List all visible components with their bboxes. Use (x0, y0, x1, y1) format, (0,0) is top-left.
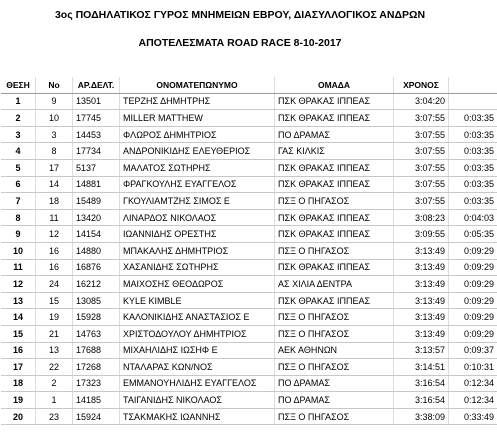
col-header-time: ΧΡΟΝΟΣ (394, 77, 449, 93)
table-row (1, 392, 497, 409)
cell-time: 3:13:49 (394, 325, 449, 342)
cell-number: 11 (36, 209, 73, 226)
cell-name: ΧΡΙΣΤΟΔΟΥΛΟΥ ΔΗΜΗΤΡΙΟΣ (120, 325, 275, 342)
cell-number: 23 (36, 408, 73, 425)
cell-name: ΜΑΛΑΤΟΣ ΣΩΤΗΡΗΣ (120, 159, 275, 176)
cell-gap: 0:09:29 (449, 242, 497, 259)
cell-number: 16 (36, 259, 73, 276)
cell-gap: 0:33:49 (449, 408, 497, 425)
cell-gap: 0:03:35 (449, 176, 497, 193)
cell-number: 18 (36, 193, 73, 210)
table-row (1, 309, 497, 326)
cell-team: ΠΟ ΔΡΑΜΑΣ (275, 392, 394, 409)
col-header-gap (449, 77, 497, 93)
cell-team: ΠΣΚ ΘΡΑΚΑΣ ΙΠΠΕΑΣ (275, 110, 394, 127)
cell-team: ΠΣΞ Ο ΠΗΓΑΣΟΣ (275, 359, 394, 376)
cell-gap: 0:09:29 (449, 309, 497, 326)
cell-gap: 0:03:35 (449, 110, 497, 127)
table-row (1, 259, 497, 276)
cell-time: 3:08:23 (394, 209, 449, 226)
cell-number: 13 (36, 342, 73, 359)
cell-time: 3:13:49 (394, 309, 449, 326)
cell-name: ΛΙΝΑΡΔΟΣ ΝΙΚΟΛΑΟΣ (120, 209, 275, 226)
cell-gap: 0:03:35 (449, 126, 497, 143)
cell-number: 15 (36, 292, 73, 309)
cell-name: ΜΠΑΚΑΛΗΣ ΔΗΜΗΤΡΙΟΣ (120, 242, 275, 259)
cell-license: 17745 (73, 110, 120, 127)
cell-team: ΠΣΚ ΘΡΑΚΑΣ ΙΠΠΕΑΣ (275, 93, 394, 110)
cell-license: 13085 (73, 292, 120, 309)
cell-number: 8 (36, 143, 73, 160)
cell-name: ΦΛΩΡΟΣ ΔΗΜΗΤΡΙΟΣ (120, 126, 275, 143)
cell-name: ΚΑΛΟΝΙΚΙΔΗΣ ΑΝΑΣΤΑΣΙΟΣ Ε (120, 309, 275, 326)
cell-number: 2 (36, 375, 73, 392)
cell-gap: 0:09:29 (449, 325, 497, 342)
cell-team: ΠΣΞ Ο ΠΗΓΑΣΟΣ (275, 242, 394, 259)
table-row (1, 93, 497, 110)
cell-gap: 0:04:03 (449, 209, 497, 226)
cell-license: 15489 (73, 193, 120, 210)
cell-time: 3:13:49 (394, 259, 449, 276)
cell-name: ΜΑΙΧΟΣΗΣ ΘΕΟΔΩΡΟΣ (120, 276, 275, 293)
cell-number: 3 (36, 126, 73, 143)
results-body (1, 93, 497, 425)
cell-name: ΑΝΔΡΟΝΙΚΙΔΗΣ ΕΛΕΥΘΕΡΙΟΣ (120, 143, 275, 160)
cell-gap: 0:09:29 (449, 276, 497, 293)
cell-time: 3:13:57 (394, 342, 449, 359)
cell-time: 3:09:55 (394, 226, 449, 243)
cell-team: ΠΟ ΔΡΑΜΑΣ (275, 126, 394, 143)
cell-gap: 0:03:35 (449, 159, 497, 176)
table-row (1, 342, 497, 359)
cell-time: 3:13:49 (394, 242, 449, 259)
cell-license: 14880 (73, 242, 120, 259)
cell-team: ΠΣΚ ΘΡΑΚΑΣ ΙΠΠΕΑΣ (275, 259, 394, 276)
col-header-number: No (36, 77, 73, 93)
cell-license: 5137 (73, 159, 120, 176)
table-row (1, 408, 497, 425)
cell-license: 17323 (73, 375, 120, 392)
cell-position: 4 (1, 143, 36, 160)
cell-position: 19 (1, 392, 36, 409)
document-subtitle: ΑΠΟΤΕΛΕΣΜΑΤΑ ROAD RACE 8-10-2017 (138, 37, 342, 49)
cell-license: 17688 (73, 342, 120, 359)
cell-time: 3:13:49 (394, 292, 449, 309)
cell-time: 3:07:55 (394, 176, 449, 193)
cell-time: 3:04:20 (394, 93, 449, 110)
table-row (1, 226, 497, 243)
cell-license: 14453 (73, 126, 120, 143)
cell-name: ΕΜΜΑΝΟΥΗΛΙΔΗΣ ΕΥΑΓΓΕΛΟΣ (120, 375, 275, 392)
cell-position: 2 (1, 110, 36, 127)
table-row (1, 325, 497, 342)
cell-number: 19 (36, 309, 73, 326)
cell-number: 24 (36, 276, 73, 293)
cell-team: ΠΣΚ ΘΡΑΚΑΣ ΙΠΠΕΑΣ (275, 226, 394, 243)
cell-position: 13 (1, 292, 36, 309)
cell-gap: 0:09:29 (449, 292, 497, 309)
cell-number: 9 (36, 93, 73, 110)
cell-number: 16 (36, 242, 73, 259)
cell-license: 13501 (73, 93, 120, 110)
cell-position: 6 (1, 176, 36, 193)
results-table (1, 77, 497, 425)
cell-time: 3:07:55 (394, 110, 449, 127)
cell-name: ΝΤΑΛΑΡΑΣ ΚΩΝ/ΝΟΣ (120, 359, 275, 376)
col-header-name: ΟΝΟΜΑΤΕΠΩΝΥΜΟ (120, 77, 275, 93)
cell-position: 10 (1, 242, 36, 259)
cell-time: 3:38:09 (394, 408, 449, 425)
cell-gap (449, 93, 497, 110)
cell-position: 12 (1, 276, 36, 293)
cell-name: ΓΚΟΥΛΙΑΜΤΖΗΣ ΣΙΜΟΣ Ε (120, 193, 275, 210)
cell-name: ΤΕΡΖΗΣ ΔΗΜΗΤΡΗΣ (120, 93, 275, 110)
cell-team: ΑΕΚ ΑΘΗΝΩΝ (275, 342, 394, 359)
cell-name: ΧΑΣΑΝΙΔΗΣ ΣΩΤΗΡΗΣ (120, 259, 275, 276)
cell-team: ΠΣΞ Ο ΠΗΓΑΣΟΣ (275, 309, 394, 326)
cell-time: 3:07:55 (394, 193, 449, 210)
cell-position: 20 (1, 408, 36, 425)
cell-number: 17 (36, 159, 73, 176)
cell-name: ΤΑΙΓΑΝΙΔΗΣ ΝΙΚΟΛΑΟΣ (120, 392, 275, 409)
table-row (1, 375, 497, 392)
cell-time: 3:07:55 (394, 126, 449, 143)
cell-position: 11 (1, 259, 36, 276)
cell-number: 1 (36, 392, 73, 409)
cell-number: 22 (36, 359, 73, 376)
cell-time: 3:07:55 (394, 159, 449, 176)
cell-license: 14763 (73, 325, 120, 342)
cell-position: 7 (1, 193, 36, 210)
cell-gap: 0:12:34 (449, 375, 497, 392)
cell-team: ΠΣΚ ΘΡΑΚΑΣ ΙΠΠΕΑΣ (275, 209, 394, 226)
cell-gap: 0:12:34 (449, 392, 497, 409)
cell-name: ΜΙΧΑΗΛΙΔΗΣ ΙΩΣΗΦ Ε (120, 342, 275, 359)
cell-license: 17268 (73, 359, 120, 376)
cell-position: 5 (1, 159, 36, 176)
cell-gap: 0:03:35 (449, 193, 497, 210)
cell-team: ΠΣΞ Ο ΠΗΓΑΣΟΣ (275, 193, 394, 210)
cell-license: 14185 (73, 392, 120, 409)
cell-number: 21 (36, 325, 73, 342)
cell-time: 3:16:54 (394, 392, 449, 409)
cell-license: 14154 (73, 226, 120, 243)
cell-license: 13420 (73, 209, 120, 226)
cell-position: 15 (1, 325, 36, 342)
col-header-position: ΘΕΣΗ (1, 77, 36, 93)
cell-team: ΑΣ ΧΙΛΙΑ ΔΕΝΤΡΑ (275, 276, 394, 293)
cell-team: ΓΑΣ ΚΙΛΚΙΣ (275, 143, 394, 160)
table-row (1, 143, 497, 160)
cell-number: 12 (36, 226, 73, 243)
cell-position: 14 (1, 309, 36, 326)
cell-license: 17734 (73, 143, 120, 160)
cell-license: 15928 (73, 309, 120, 326)
cell-time: 3:07:55 (394, 143, 449, 160)
cell-license: 16212 (73, 276, 120, 293)
cell-name: ΦΡΑΓΚΟΥΛΗΣ ΕΥΑΓΓΕΛΟΣ (120, 176, 275, 193)
document-title: 3ος ΠΟΔΗΛΑΤΙΚΟΣ ΓΥΡΟΣ ΜΝΗΜΕΙΩΝ ΕΒΡΟΥ, ΔΙΑΣΥΛΛΟΓΙΚΟΣ ΑΝΔΡΩΝ (54, 9, 426, 21)
cell-number: 10 (36, 110, 73, 127)
cell-name: KYLE KIMBLE (120, 292, 275, 309)
cell-license: 14881 (73, 176, 120, 193)
cell-name: MILLER MATTHEW (120, 110, 275, 127)
cell-gap: 0:10:31 (449, 359, 497, 376)
cell-position: 17 (1, 359, 36, 376)
table-row (1, 159, 497, 176)
cell-team: ΠΣΞ Ο ΠΗΓΑΣΟΣ (275, 325, 394, 342)
cell-team: ΠΣΞ Ο ΠΗΓΑΣΟΣ (275, 408, 394, 425)
cell-position: 1 (1, 93, 36, 110)
header-row (1, 77, 497, 93)
cell-license: 16876 (73, 259, 120, 276)
cell-name: ΤΣΑΚΜΑΚΗΣ ΙΩΑΝΝΗΣ (120, 408, 275, 425)
cell-position: 8 (1, 209, 36, 226)
cell-team: ΠΟ ΔΡΑΜΑΣ (275, 375, 394, 392)
table-row (1, 359, 497, 376)
cell-position: 18 (1, 375, 36, 392)
cell-team: ΠΣΚ ΘΡΑΚΑΣ ΙΠΠΕΑΣ (275, 159, 394, 176)
table-row (1, 276, 497, 293)
cell-team: ΠΣΚ ΘΡΑΚΑΣ ΙΠΠΕΑΣ (275, 292, 394, 309)
cell-time: 3:13:49 (394, 276, 449, 293)
table-row (1, 242, 497, 259)
cell-position: 16 (1, 342, 36, 359)
col-header-license: ΑΡ.ΔΕΛΤ. (73, 77, 120, 93)
cell-position: 9 (1, 226, 36, 243)
table-row (1, 292, 497, 309)
cell-position: 3 (1, 126, 36, 143)
table-row (1, 126, 497, 143)
cell-license: 15924 (73, 408, 120, 425)
table-row (1, 176, 497, 193)
table-row (1, 209, 497, 226)
cell-gap: 0:03:35 (449, 143, 497, 160)
cell-number: 14 (36, 176, 73, 193)
cell-gap: 0:09:29 (449, 259, 497, 276)
table-row (1, 193, 497, 210)
cell-gap: 0:05:35 (449, 226, 497, 243)
cell-time: 3:14:51 (394, 359, 449, 376)
cell-gap: 0:09:37 (449, 342, 497, 359)
table-row (1, 110, 497, 127)
cell-name: ΙΩΑΝΝΙΔΗΣ ΟΡΕΣΤΗΣ (120, 226, 275, 243)
col-header-team: ΟΜΑΔΑ (275, 77, 394, 93)
cell-time: 3:16:54 (394, 375, 449, 392)
cell-team: ΠΣΚ ΘΡΑΚΑΣ ΙΠΠΕΑΣ (275, 176, 394, 193)
